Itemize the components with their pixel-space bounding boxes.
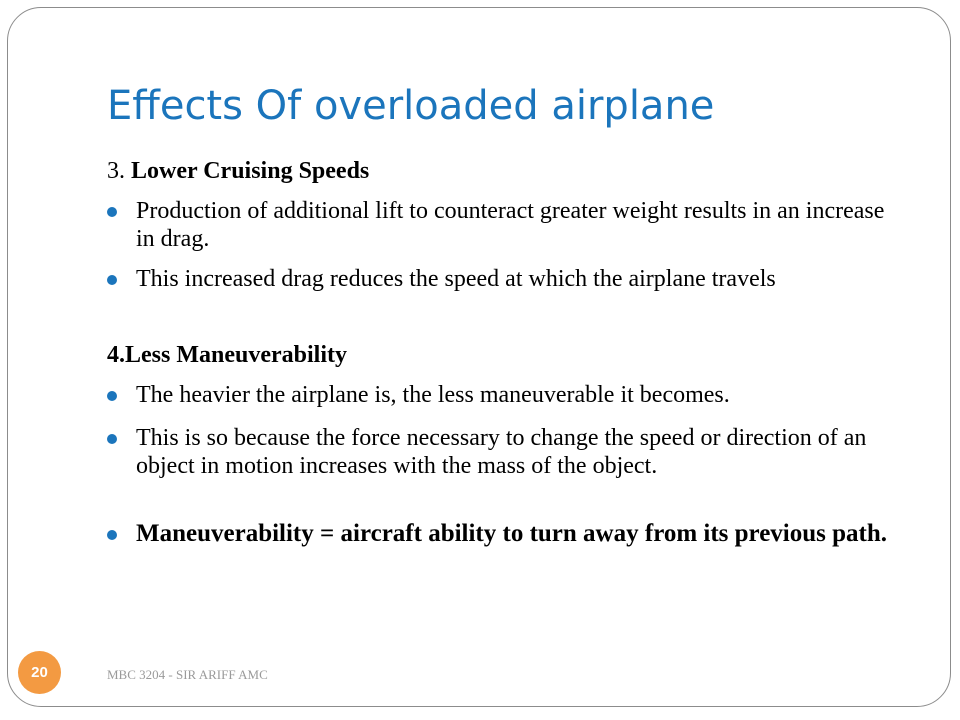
footer-text: MBC 3204 - SIR ARIFF AMC: [107, 667, 268, 682]
list-item: [107, 424, 907, 480]
bullet-dot-icon: [107, 530, 117, 540]
list-item-text: Production of additional lift to counteract greater weight results in an increase in drag.: [136, 198, 885, 252]
section-heading-less-maneuverability: 4.Less Maneuverability: [107, 342, 347, 368]
list-item: [107, 520, 907, 548]
bullet-dot-icon: [107, 275, 117, 285]
list-item-text: Maneuverability = aircraft ability to turn away from its previous path.: [136, 520, 888, 547]
section-heading-lower-cruising-speeds: [107, 156, 369, 186]
slide-title: Effects Of overloaded airplane: [107, 83, 715, 129]
section-title: Lower Cruising Speeds: [131, 158, 370, 184]
list-item: [107, 197, 907, 253]
bullet-dot-icon: [107, 391, 117, 401]
list-item-text: This increased drag reduces the speed at which the airplane travels: [136, 266, 776, 292]
list-item-text: The heavier the airplane is, the less maneuverable it becomes.: [136, 382, 730, 408]
page-number-badge: 20: [18, 651, 61, 694]
list-item-text: This is so because the force necessary to change the speed or direction of an object in motion increases with the mass of the object.: [136, 425, 867, 479]
list-item: [107, 265, 907, 293]
bullet-dot-icon: [107, 434, 117, 444]
list-item: [107, 381, 907, 409]
bullet-dot-icon: [107, 207, 117, 217]
section-number: 3.: [107, 158, 125, 184]
